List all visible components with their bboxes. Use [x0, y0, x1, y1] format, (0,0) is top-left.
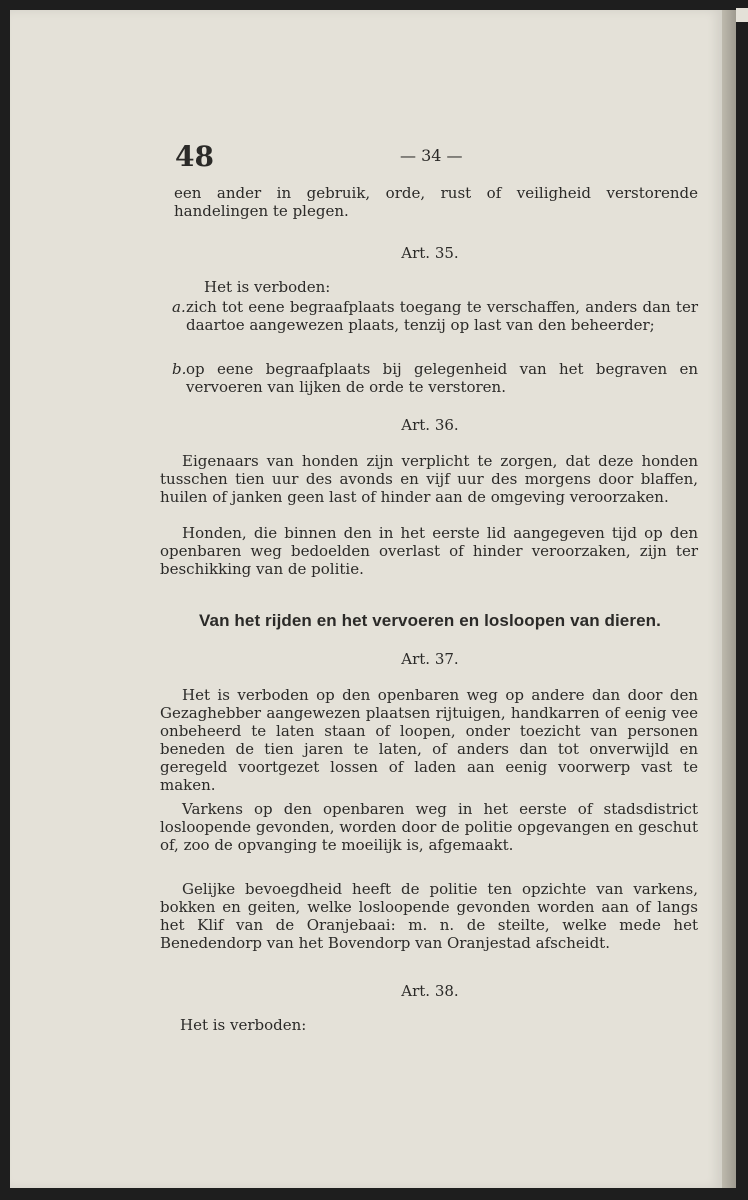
article-35-intro: Het is verboden:	[204, 278, 331, 296]
article-35-title: Art. 35.	[401, 244, 459, 262]
page-edge	[722, 10, 736, 1188]
article-36-paragraph-2: Honden, die binnen den in het eerste lid aangegeven tijd op den openbaren weg bedoelden overlast of hinder veroorzaken, zijn ter beschikking van de politie.	[160, 524, 698, 578]
folio-number: 48	[175, 140, 214, 173]
article-38-intro: Het is verboden:	[180, 1016, 307, 1034]
article-37-paragraph-1: Het is verboden op den openbaren weg op andere dan door den Gezaghebber aangewezen plaatsen rijtuigen, handkarren of eenig vee onbeheerd te laten staan of loopen, onder toezicht van personen beneden de tien jaren te laten, of anders dan tot onverwijld en geregeld voortgezet lossen of laden aan eenig voorwerp vast te maken.	[160, 686, 698, 794]
article-36-paragraph-1: Eigenaars van honden zijn verplicht te zorgen, dat deze honden tusschen tien uur des avonds en vijf uur des morgens door blaffen, huilen of janken geen last of hinder aan de omgeving veroorzaken.	[160, 452, 698, 506]
article-36-title: Art. 36.	[401, 416, 459, 434]
page-number: — 34 —	[400, 146, 463, 165]
article-37-paragraph-3: Gelijke bevoegdheid heeft de politie ten opzichte van varkens, bokken en geiten, welke losloopende gevonden worden aan of langs het Klif van de Oranjebaai: m. n. de steilte, welke mede het Benedendorp van het Bovendorp van Oranjestad afscheidt.	[160, 880, 698, 952]
continuation-paragraph: een ander in gebruik, orde, rust of veiligheid verstorende handelingen te plegen.	[174, 184, 698, 220]
item-text: op eene begraafplaats bij gelegenheid van het begraven en vervoeren van lijken de orde te verstoren.	[186, 360, 698, 396]
article-37-title: Art. 37.	[401, 650, 459, 668]
section-heading: Van het rijden en het vervoeren en losloopen van dieren.	[199, 611, 661, 630]
item-label: b.	[172, 360, 187, 378]
article-38-title: Art. 38.	[401, 982, 459, 1000]
article-35-item-b	[172, 360, 698, 396]
article-37-paragraph-2: Varkens op den openbaren weg in het eerste of stadsdistrict losloopende gevonden, worden door de politie opgevangen en geschut of, zoo de opvanging te moeilijk is, afgemaakt.	[160, 800, 698, 854]
page-corner	[736, 8, 748, 22]
item-label: a.	[172, 298, 186, 316]
item-text: zich tot eene begraafplaats toegang te verschaffen, anders dan ter daartoe aangewezen plaats, tenzij op last van den beheerder;	[186, 298, 698, 334]
article-35-item-a	[172, 298, 698, 334]
